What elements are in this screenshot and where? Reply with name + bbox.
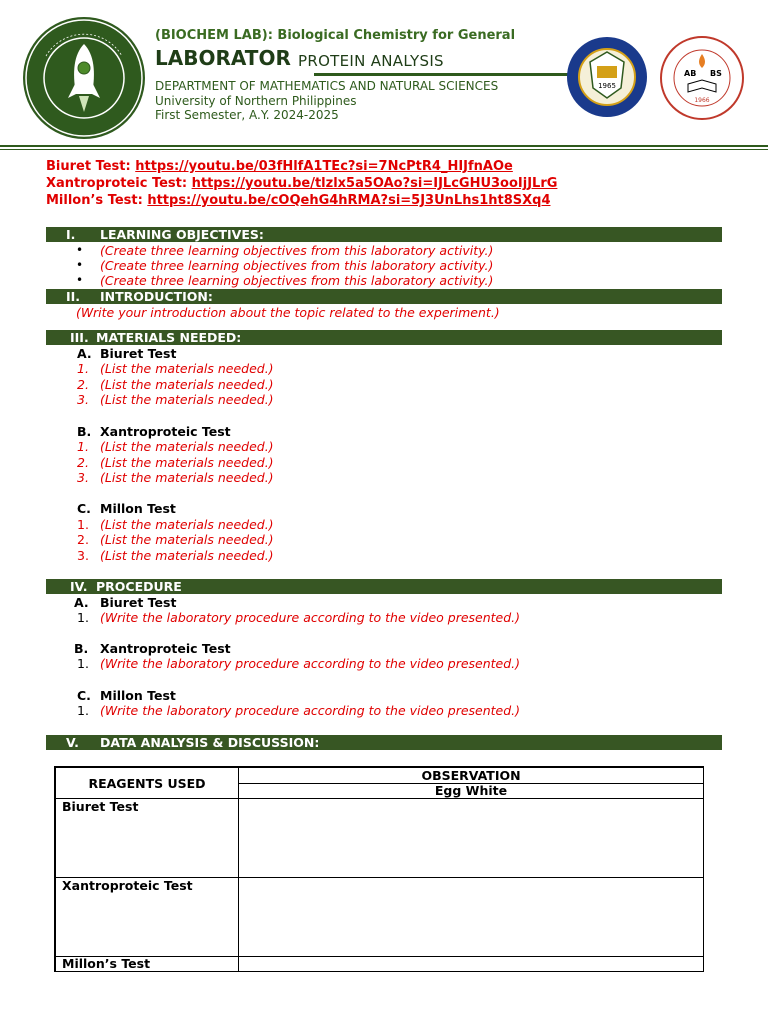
introduction-text: (Write your introduction about the topic related to the experiment.) bbox=[76, 305, 500, 320]
header-rule bbox=[314, 73, 568, 76]
list-number: 1. bbox=[77, 610, 89, 625]
list-number: 3. bbox=[77, 392, 89, 407]
table-header-reagents: REAGENTS USED bbox=[55, 767, 239, 799]
materials-group-name: Biuret Test bbox=[100, 346, 177, 361]
section-number: I. bbox=[66, 227, 76, 242]
section-bar-analysis bbox=[46, 735, 722, 750]
materials-group-name: Millon Test bbox=[100, 501, 176, 516]
list-number: 1. bbox=[77, 517, 89, 532]
list-number: 3. bbox=[77, 470, 89, 485]
xantroproteic-video-link[interactable]: https://youtu.be/tlzlx5a5OAo?si=IJLcGHU3ooIjJLrG bbox=[191, 176, 558, 191]
department-name: DEPARTMENT OF MATHEMATICS AND NATURAL SCIENCES bbox=[155, 79, 499, 93]
table-observation-cell[interactable] bbox=[238, 877, 704, 957]
materials-item: (List the materials needed.) bbox=[100, 455, 274, 470]
college-logo bbox=[22, 16, 146, 140]
objective-item: (Create three learning objectives from this laboratory activity.) bbox=[100, 273, 494, 288]
procedure-item: (Write the laboratory procedure according to the video presented.) bbox=[100, 610, 521, 625]
lab-title-word: LABORATOR bbox=[155, 46, 291, 70]
table-observation-cell[interactable] bbox=[238, 956, 704, 972]
materials-group-letter: C. bbox=[77, 501, 91, 516]
procedure-group-name: Xantroproteic Test bbox=[100, 641, 231, 656]
section-title: PROCEDURE bbox=[96, 579, 182, 594]
procedure-group-letter: A. bbox=[74, 595, 89, 610]
materials-item: (List the materials needed.) bbox=[100, 517, 274, 532]
list-number: 1. bbox=[77, 361, 89, 376]
link-label: Xantroproteic Test: bbox=[46, 176, 192, 191]
list-number: 2. bbox=[77, 377, 89, 392]
materials-item: (List the materials needed.) bbox=[100, 532, 274, 547]
objective-item: (Create three learning objectives from this laboratory activity.) bbox=[100, 243, 494, 258]
rocket-emblem-icon bbox=[22, 16, 146, 140]
procedure-item: (Write the laboratory procedure according to the video presented.) bbox=[100, 703, 521, 718]
unp-seal bbox=[566, 36, 648, 118]
list-number: 3. bbox=[77, 548, 89, 563]
course-title: (BIOCHEM LAB): Biological Chemistry for General bbox=[155, 28, 516, 43]
biuret-video-link-row bbox=[46, 159, 513, 175]
cas-seal-icon bbox=[660, 36, 744, 120]
section-number: III. bbox=[70, 330, 89, 345]
header-divider-thin bbox=[0, 149, 768, 150]
section-number: V. bbox=[66, 735, 79, 750]
cas-seal-year: 1966 bbox=[694, 97, 710, 104]
materials-item: (List the materials needed.) bbox=[100, 361, 274, 376]
procedure-item: (Write the laboratory procedure according to the video presented.) bbox=[100, 656, 521, 671]
millon-video-link[interactable]: https://youtu.be/cOQehG4hRMA?si=5J3UnLhs1ht8SXq4 bbox=[147, 193, 551, 208]
section-bar-procedure bbox=[46, 579, 722, 594]
cas-seal-left: AB bbox=[684, 69, 697, 78]
bullet-icon: • bbox=[76, 243, 84, 257]
semester-label: First Semester, A.Y. 2024-2025 bbox=[155, 108, 339, 122]
materials-group-letter: A. bbox=[77, 346, 92, 361]
link-label: Millon’s Test: bbox=[46, 193, 148, 208]
section-title: INTRODUCTION: bbox=[100, 289, 213, 304]
unp-seal-year: 1965 bbox=[598, 82, 616, 90]
table-row-label: Biuret Test bbox=[55, 798, 239, 878]
header-divider bbox=[0, 145, 768, 147]
observation-table bbox=[54, 766, 704, 972]
materials-group-letter: B. bbox=[77, 424, 92, 439]
cas-seal bbox=[660, 36, 744, 120]
section-bar-objectives bbox=[46, 227, 722, 242]
xantroproteic-video-link-row bbox=[46, 176, 557, 192]
list-number: 2. bbox=[77, 455, 89, 470]
list-number: 2. bbox=[77, 532, 89, 547]
cas-seal-right: BS bbox=[710, 69, 722, 78]
list-number: 1. bbox=[77, 439, 89, 454]
procedure-group-letter: C. bbox=[77, 688, 91, 703]
link-label: Biuret Test: bbox=[46, 159, 136, 174]
section-number: II. bbox=[66, 289, 81, 304]
materials-item: (List the materials needed.) bbox=[100, 392, 274, 407]
list-number: 1. bbox=[77, 656, 89, 671]
section-number: IV. bbox=[70, 579, 88, 594]
objective-item: (Create three learning objectives from this laboratory activity.) bbox=[100, 258, 494, 273]
list-number: 1. bbox=[77, 703, 89, 718]
materials-item: (List the materials needed.) bbox=[100, 377, 274, 392]
biuret-video-link[interactable]: https://youtu.be/03fHlfA1TEc?si=7NcPtR4_HIJfnAOe bbox=[135, 159, 513, 174]
section-bar-introduction bbox=[46, 289, 722, 304]
procedure-group-letter: B. bbox=[74, 641, 89, 656]
millon-video-link-row bbox=[46, 193, 551, 209]
lab-topic: PROTEIN ANALYSIS bbox=[298, 52, 444, 70]
materials-group-name: Xantroproteic Test bbox=[100, 424, 231, 439]
table-row-label: Xantroproteic Test bbox=[55, 877, 239, 957]
materials-item: (List the materials needed.) bbox=[100, 439, 274, 454]
bullet-icon: • bbox=[76, 258, 84, 272]
procedure-group-name: Millon Test bbox=[100, 688, 176, 703]
section-title: DATA ANALYSIS & DISCUSSION: bbox=[100, 735, 320, 750]
procedure-group-name: Biuret Test bbox=[100, 595, 177, 610]
unp-seal-icon bbox=[566, 36, 648, 118]
table-header-observation: OBSERVATION bbox=[238, 767, 704, 784]
materials-item: (List the materials needed.) bbox=[100, 470, 274, 485]
materials-item: (List the materials needed.) bbox=[100, 548, 274, 563]
section-bar-materials bbox=[46, 330, 722, 345]
table-observation-cell[interactable] bbox=[238, 798, 704, 878]
section-title: MATERIALS NEEDED: bbox=[96, 330, 242, 345]
section-title: LEARNING OBJECTIVES: bbox=[100, 227, 264, 242]
table-row-label: Millon’s Test bbox=[55, 956, 239, 972]
bullet-icon: • bbox=[76, 273, 84, 287]
table-subheader-egg-white: Egg White bbox=[238, 783, 704, 799]
university-name: University of Northern Philippines bbox=[155, 94, 357, 108]
